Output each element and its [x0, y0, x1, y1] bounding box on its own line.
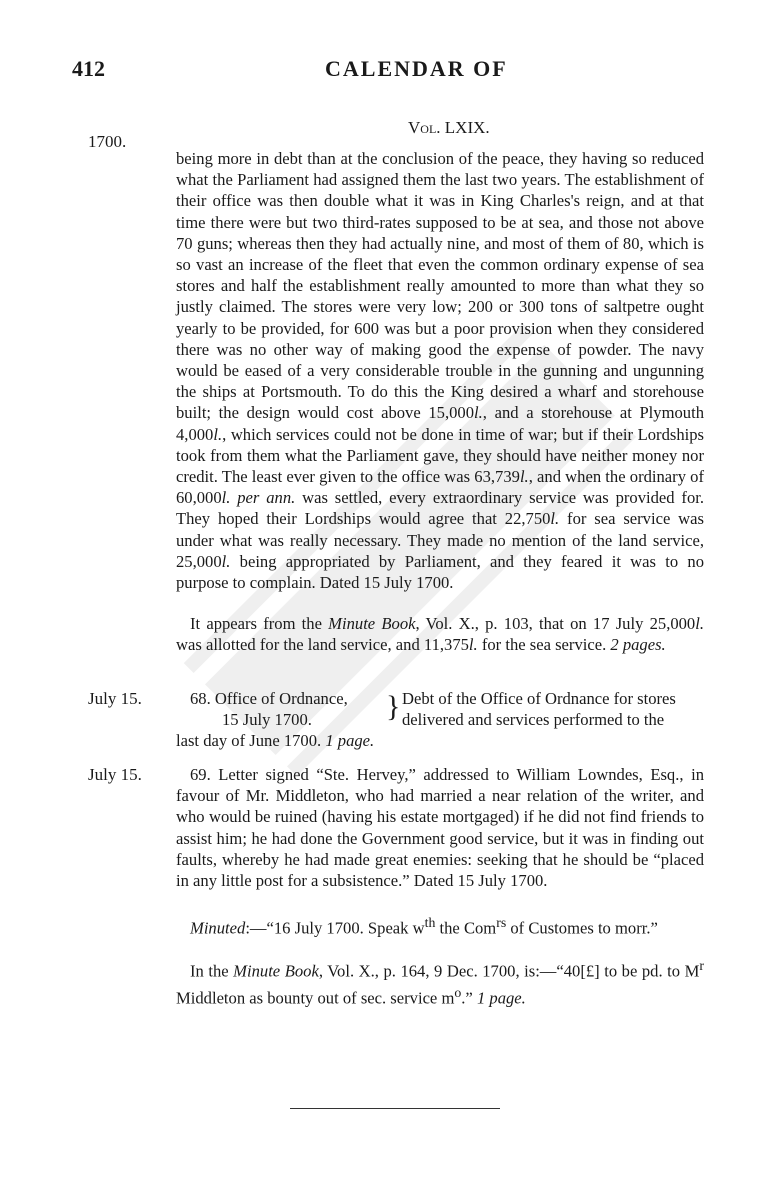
minute-book-note: It appears from the Minute Book, Vol. X., p. 103, that on 17 July 25,000l. was allotted for the land service, and 11,375l. for the sea service. 2 pages.	[176, 614, 704, 655]
minute-book-title: Minute Book	[328, 614, 416, 633]
volume-number: LXIX.	[444, 118, 490, 137]
volume-heading	[408, 118, 490, 138]
brace-glyph: }	[386, 690, 401, 723]
page-count: 1 page.	[325, 731, 375, 750]
margin-date-68: July 15.	[88, 689, 142, 708]
margin-date-69: July 15.	[88, 765, 142, 784]
minuted-note: Minuted:—“16 July 1700. Speak $w^{th}$ the Com$^{rs}$ of Customes to morr.”	[190, 915, 658, 938]
entry-69: 69. Letter signed “Ste. Hervey,” addressed to William Lowndes, Esq., in favour of Mr. Middleton, who had married a near relation of the writer, and who would be ruined (having his estate mortgaged) if he did not find friends to assist him; he had done the Government good service, but it was in finding out faults, whereby he had made great enemies: seeking that he should be “placed in any little post for a subsistence.” Dated 15 July 1700.	[176, 765, 704, 891]
page-number: 412	[72, 56, 105, 81]
margin-year: 1700.	[88, 132, 127, 151]
minute-book-note-2: In the Minute Book, Vol. X., p. 164, 9 Dec. 1700, is:—“40[£] to be pd. to $M^r$ Middleton as bounty out of sec. service $m^o$.” 1 page.	[176, 958, 704, 1008]
page-count: 1 page.	[476, 988, 526, 1008]
volume-prefix: Vol.	[408, 118, 441, 137]
entry-68: 68. Office of Ordnance, 15 July 1700. } Debt of the Office of Ordnance for stores delivered and services performed to the last day of June 1700. 1 page.	[176, 688, 704, 751]
running-title: CALENDAR OF	[325, 56, 508, 81]
page-count: 2 pages.	[610, 635, 666, 655]
end-rule	[290, 1108, 500, 1109]
continuation-paragraph: being more in debt than at the conclusion of the peace, they having so reduced what the Parliament had assigned them the last two years. The establishment of their office was then double what it was in King Charles's reign, and at that time there were but two third-rates supposed to be at sea, and those not above 70 guns; whereas then they had actually nine, and most of them of 80, which is so vast an increase of the fleet that even the common ordinary expense of sea stores and half the establishment really amounted to more than what they so justly claimed. The stores were very low; 200 or 300 tons of saltpetre ought yearly to be provided, for 600 was but a poor provision when they considered there was no other way of making good the expense of powder. The navy would be eased of a very considerable trouble in the gunning and ungunning the ships at Portsmouth. To do this the King desired a wharf and storehouse built; the design would cost above 15,000l., and a storehouse at Plymouth 4,000l., which services could not be done in time of war; but if their Lordships took from them what the Parliament gave, they should have neither money nor credit. The least ever given to the office was 63,739l., and when the ordinary of 60,000l. per ann. was settled, every extraordinary service was provided for. They hoped their Lordships would agree that 22,750l. for sea service was under what was really necessary. They made no mention of the land service, 25,000l. being appropriated by Parliament, and they feared it was to no purpose to complain. Dated 15 July 1700.	[176, 149, 705, 593]
minute-book-title: Minute Book	[233, 961, 319, 981]
